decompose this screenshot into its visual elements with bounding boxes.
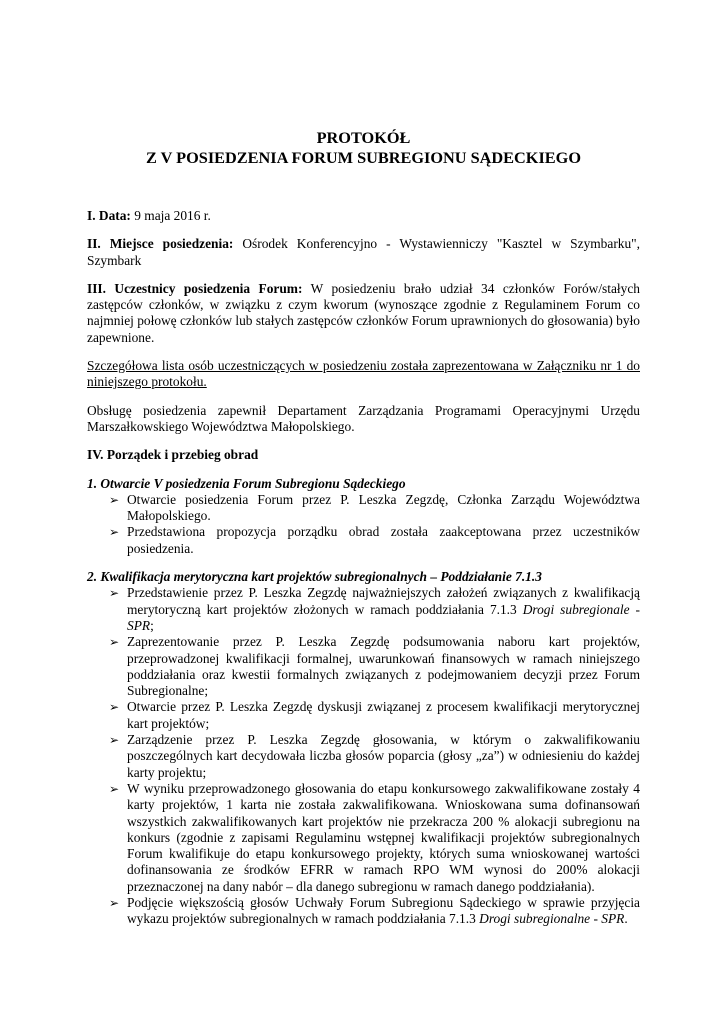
list-item — [87, 781, 640, 895]
agenda-item-1-list — [87, 492, 640, 557]
document-page — [87, 128, 640, 928]
arrow-bullet-icon: ➢ — [109, 635, 120, 650]
place-label: II. Miejsce posiedzenia: — [87, 236, 234, 252]
meeting-date — [87, 208, 640, 224]
title-line-2: Z V POSIEDZENIA FORUM SUBREGIONU SĄDECKIEGO — [145, 148, 581, 167]
bullet-text: Zaprezentowanie przez P. Leszka Zegzdę podsumowania naboru kart projektów, przeprowadzonej kwalifikacji formalnej, uwarunkowań finansowych w ramach niniejszego poddziałania oraz kwestii formalnych związanych z podejmowaniem decyzji przez Forum Subregionalne; — [127, 634, 640, 699]
bullet-tail: ; — [150, 617, 154, 633]
participants-paragraph — [87, 281, 640, 346]
place-value: Ośrodek Konferencyjno - Wystawienniczy "Kasztel w Szymbarku", Szymbark — [87, 236, 640, 268]
bullet-italic-text: Drogi subregionalne - SPR — [479, 911, 625, 927]
arrow-bullet-icon: ➢ — [109, 895, 120, 910]
service-note: Obsługę posiedzenia zapewnił Departament Zarządzania Programami Operacyjnymi Urzędu Marszałkowskiego Województwa Małopolskiego. — [87, 402, 640, 434]
arrow-bullet-icon: ➢ — [109, 733, 120, 748]
arrow-bullet-icon: ➢ — [109, 700, 120, 715]
bullet-text: Otwarcie posiedzenia Forum przez P. Leszka Zegzdę, Członka Zarządu Województwa Małopolskiego. — [127, 491, 640, 524]
arrow-bullet-icon: ➢ — [109, 781, 120, 796]
date-value: 9 maja 2016 r. — [134, 208, 211, 223]
arrow-bullet-icon: ➢ — [109, 525, 120, 540]
list-item — [87, 634, 640, 699]
agenda-item-2-list — [87, 585, 640, 927]
agenda-item-2-heading: 2. Kwalifikacja merytoryczna kart projektów subregionalnych – Poddziałanie 7.1.3 — [87, 569, 542, 585]
bullet-text: Przedstawiona propozycja porządku obrad została zaakceptowana przez uczestników posiedzenia. — [127, 524, 640, 556]
list-item — [87, 524, 640, 557]
arrow-bullet-icon: ➢ — [109, 492, 120, 507]
arrow-bullet-icon: ➢ — [109, 586, 120, 601]
date-label: I. Data: — [87, 208, 131, 223]
bullet-text: W wyniku przeprowadzonego głosowania do etapu konkursowego zakwalifikowane zostały 4 karty projektów, 1 karta nie została zakwalifikowana. Wnioskowana suma dofinansowań wszystkich zakwalifikowanych kart projektów nie przekracza 200 % alokacji subregionu na konkurs (zgodnie z zapisami Regulaminu wstępnej kwalifikacji projektów subregionalnych Forum kwalifikuje do etapu konkursowego projekty, których suma wnioskowanej wartości dofinansowania ze środków EFRR w ramach RPO WM wynosi do 200% alokacji przeznaczonej na dany nabór – dla danego subregionu w ramach danego poddziałania). — [127, 780, 640, 894]
bullet-italic-text: Drogi subregionale - SPR — [127, 601, 640, 633]
bullet-text: Podjęcie większością głosów Uchwały Forum Subregionu Sądeckiego w sprawie przyjęcia wykazu projektów subregionalnych w ramach poddziałania 7.1.3 — [127, 894, 640, 927]
list-item — [87, 699, 640, 732]
list-item — [87, 895, 640, 928]
meeting-place — [87, 236, 640, 269]
bullet-tail: . — [624, 911, 628, 927]
agenda-heading: IV. Porządek i przebieg obrad — [87, 447, 259, 463]
bullet-text: Przedstawienie przez P. Leszka Zegzdę najważniejszych założeń związanych z kwalifikacją merytoryczną kart projektów złożonych w ramach poddziałania 7.1.3 — [127, 585, 640, 617]
agenda-item-1-heading: 1. Otwarcie V posiedzenia Forum Subregionu Sądeckiego — [87, 475, 406, 491]
bullet-text: Zarządzenie przez P. Leszka Zegzdę głosowania, w którym o zakwalifikowaniu poszczególnych kart decydowała liczba głosów poparcia (głosy „za”) w odniesieniu do każdej karty projektu; — [127, 732, 640, 780]
attendance-note: Szczegółowa lista osób uczestniczących w posiedzeniu została zaprezentowana w Załączniku nr 1 do niniejszego protokołu. — [87, 358, 640, 390]
participants-label: III. Uczestnicy posiedzenia Forum: — [87, 280, 303, 296]
list-item — [87, 732, 640, 781]
title-line-1: PROTOKÓŁ — [316, 128, 411, 147]
list-item — [87, 492, 640, 525]
list-item — [87, 585, 640, 634]
document-title — [87, 128, 640, 168]
participants-text: W posiedzeniu brało udział 34 członków Forów/stałych zastępców członków, w związku z czym kworum (wynoszące zgodnie z Regulaminem Forum co najmniej połowę członków lub stałych zastępców członków Forum uprawnionych do głosowania) było zapewnione. — [87, 280, 640, 345]
bullet-text: Otwarcie przez P. Leszka Zegzdę dyskusji związanej z procesem kwalifikacji merytorycznej kart projektów; — [127, 699, 640, 731]
